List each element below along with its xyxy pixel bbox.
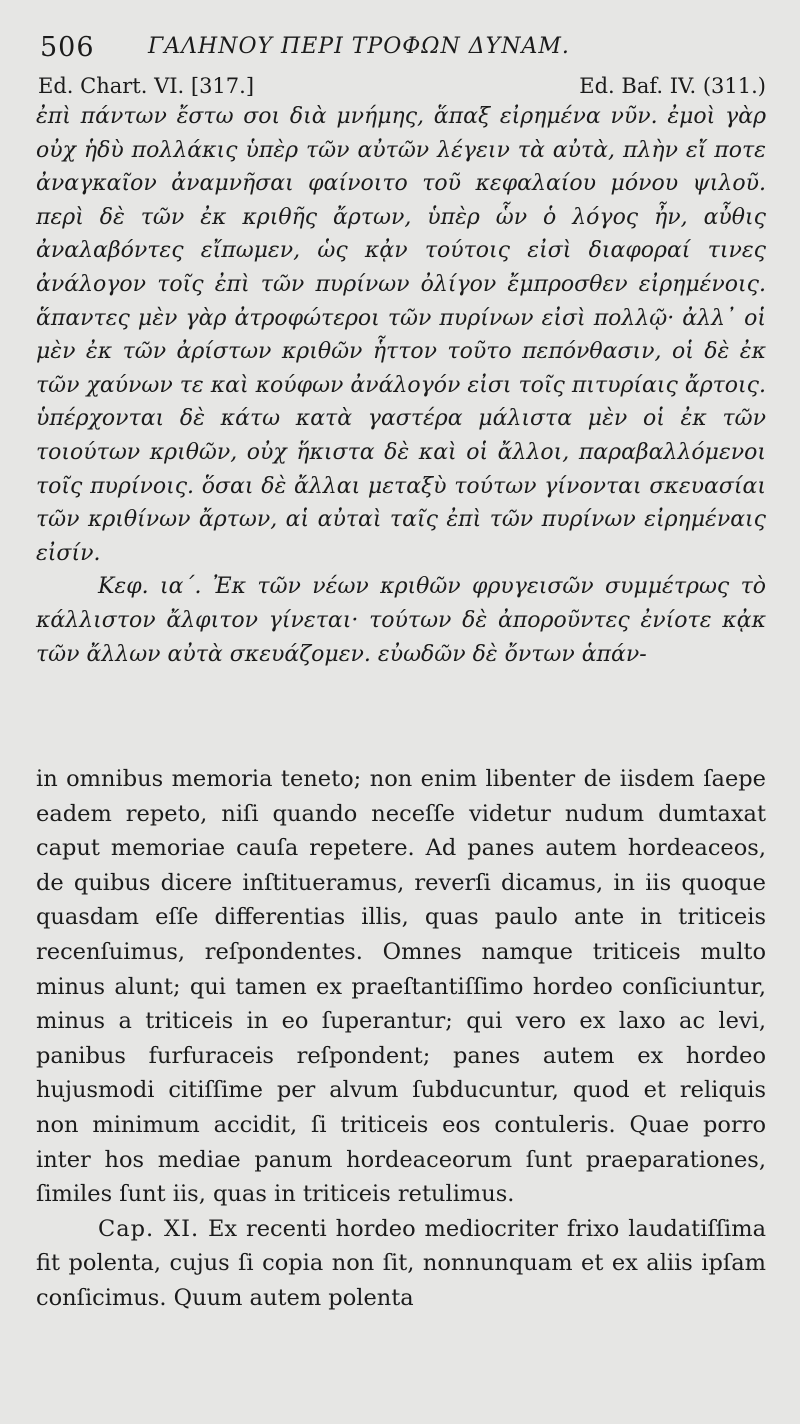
edition-reference-basel: Ed. Baf. IV. (311.) [579,74,766,98]
latin-paragraph: in omnibus memoria teneto; non enim libenter de iisdem ſaepe eadem repeto, niſi quando neceſſe videtur nudum dumtaxat caput memoriae cauſa repetere. Ad panes autem hordeaceos, de quibus dicere inſtitueramus, reverſi dicamus, in iis quoque quasdam eſſe differentias illis, quas paulo ante in triticeis recenſuimus, reſpondentes. Omnes namque triticeis multo minus alunt; qui tamen ex praeſtantiſſimo hordeo conſiciuntur, minus a triticeis in eo ſuperantur; qui vero ex laxo ac levi, panibus furfuraceis reſpondent; panes autem ex hordeo hujusmodi citiſſime per alvum ſubducuntur, quod et reliquis non minimum accidit, ſi triticeis eos contuleris. Quae porro inter hos mediae panum hordeaceorum ſunt praeparationes, ſimiles ſunt iis, quas in triticeis retulimus. [36,766,766,1208]
latin-text-block [36,762,766,1316]
greek-chapter-label: Κεφ. ια΄. [98,574,202,600]
greek-paragraph: ἐπὶ πάντων ἔστω σοι διὰ μνήμης, ἅπαξ εἰρημένα νῦν. ἐμοὶ γὰρ οὐχ ἡδὺ πολλάκις ὑπὲρ τῶν αὐτῶν λέγειν τὰ αὐτὰ, πλὴν εἴ ποτε ἀναγκαῖον ἀναμνῆσαι φαίνοιτο τοῦ κεφαλαίου μόνου ψιλοῦ. περὶ δὲ τῶν ἐκ κριθῆς ἄρτων, ὑπὲρ ὧν ὁ λόγος ἦν, αὖθις ἀναλαβόντες εἴπωμεν, ὡς κᾀν τούτοις εἰσὶ διαφοραί τινες ἀνάλογον τοῖς ἐπὶ τῶν πυρίνων ὀλίγον ἔμπροσθεν εἰρημένοις. ἅπαντες μὲν γὰρ ἀτροφώτεροι τῶν πυρίνων εἰσὶ πολλῷ· ἀλλ᾽ οἱ μὲν ἐκ τῶν ἀρίστων κριθῶν ἧττον τοῦτο πεπόνθασιν, οἱ δὲ ἐκ τῶν χαύνων τε καὶ κούφων ἀνάλογόν εἰσι τοῖς πιτυρίαις ἄρτοις. ὑπέρχονται δὲ κάτω κατὰ γαστέρα μάλιστα μὲν οἱ ἐκ τῶν τοιούτων κριθῶν, οὐχ ἥκιστα δὲ καὶ οἱ ἄλλοι, παραβαλλόμενοι τοῖς πυρίνοις. ὅσαι δὲ ἄλλαι μεταξὺ τούτων γίνονται σκευασίαι τῶν κριθίνων ἄρτων, αἱ αὐταὶ ταῖς ἐπὶ τῶν πυρίνων εἰρημέναις εἰσίν. [36,104,766,566]
greek-chapter-text: Ἐκ τῶν νέων κριθῶν φρυγεισῶν συμμέτρως τὸ κάλλιστον ἄλφιτον γίνεται· τούτων δὲ ἀποροῦντες ἐνίοτε κᾀκ τῶν ἄλλων αὐτὰ σκευάζομεν. εὐωδῶν δὲ ὄντων ἁπάν- [36,574,766,667]
latin-chapter-text: Ex recenti hordeo mediocriter frixo laudatiſſima fit polenta, cujus ſi copia non ſit, nonnunquam et ex aliis ipſam conſicimus. Quum autem polenta [36,1215,766,1311]
greek-text-block [36,100,766,671]
greek-chapter-paragraph [36,570,766,671]
page-header [40,28,780,68]
latin-chapter-label: Cap. XI. [98,1215,200,1242]
running-title: ΓΑΛΗΝΟΥ ΠΕΡΙ ΤΡΟΦΩΝ ΔΥΝΑΜ. [148,34,570,59]
edition-reference-chart: Ed. Chart. VI. [317.] [38,74,255,98]
page-number: 506 [40,32,95,63]
latin-chapter-paragraph [36,1212,766,1316]
